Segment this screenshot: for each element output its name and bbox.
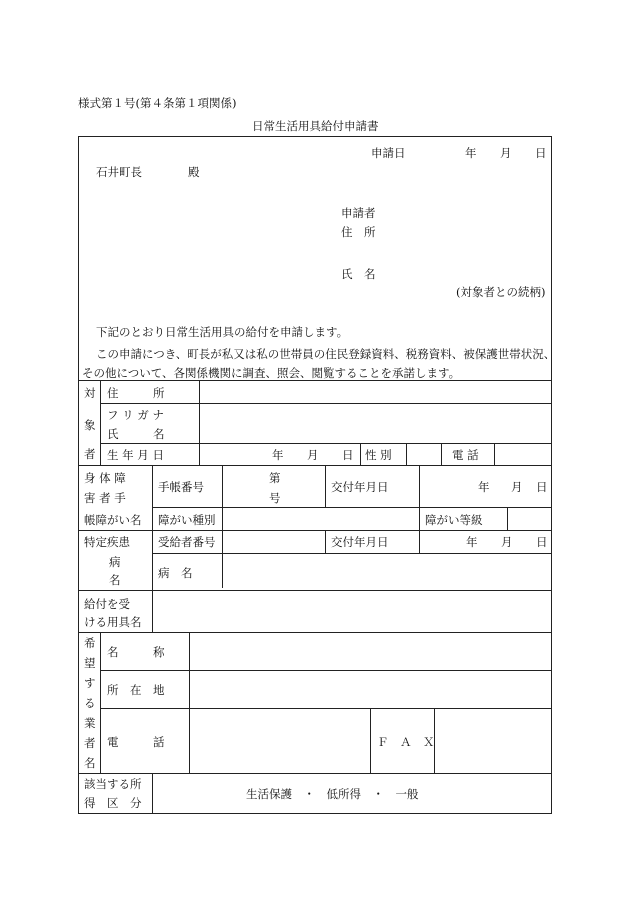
rule-12: [78, 773, 552, 774]
rule-7: [152, 553, 552, 554]
statement-2b: その他について、各関係機関に調査、照会、閲覧することを承諾します。: [82, 366, 461, 380]
subject-birth-label: 生 年 月 日: [107, 448, 164, 462]
col-phone-right: [494, 443, 495, 465]
disability-label-2: 害 者 手: [84, 491, 126, 505]
issue-month-2: 月: [501, 535, 513, 549]
phone-label: 電 話: [452, 448, 479, 462]
col-section-label: [152, 465, 153, 632]
disease-label-3: 名: [109, 573, 121, 587]
rule-11: [100, 708, 552, 709]
rule-2: [100, 403, 552, 404]
statement-2a: この申請につき、町長が私又は私の世帯員の住民登録資料、税務資料、被保護世帯状況、: [96, 347, 556, 361]
vendor-side-4: る: [84, 696, 96, 710]
form-frame: [78, 136, 552, 814]
rule-10: [100, 670, 552, 671]
vendor-side-5: 業: [84, 716, 96, 730]
rule-3: [100, 443, 552, 444]
recipient-number-label: 受給者番号: [158, 535, 216, 549]
income-label-1: 該当する所: [84, 777, 142, 791]
equipment-label-1: 給付を受: [84, 597, 130, 611]
subject-side-1: 対: [84, 386, 96, 400]
disease-label-1: 特定疾患: [84, 535, 130, 549]
date-year: 年: [465, 146, 477, 160]
vendor-phone-label: 電 話: [107, 735, 165, 749]
applicant-address-label: 住 所: [341, 225, 376, 239]
disability-label-3: 帳障がい名: [84, 513, 142, 527]
statement-1: 下記のとおり日常生活用具の給付を申請します。: [96, 325, 349, 339]
vendor-side-1: 希: [84, 636, 96, 650]
col-subject-side: [100, 380, 101, 465]
col-subject-label: [199, 380, 200, 465]
col-issue-left-2: [325, 530, 326, 553]
col-income-label: [152, 773, 153, 814]
issue-day-2: 日: [536, 535, 548, 549]
vendor-name-label: 名 称: [107, 645, 165, 659]
honorific: 殿: [188, 165, 200, 179]
col-inner-label: [222, 465, 223, 588]
disability-label-1: 身 体 障: [84, 471, 126, 485]
col-issue-left-1: [325, 465, 326, 507]
col-sex-right: [406, 443, 407, 465]
date-month: 月: [500, 146, 512, 160]
relation-label: (対象者との続柄): [456, 285, 546, 299]
vendor-side-3: す: [84, 676, 96, 690]
issue-date-label-1: 交付年月日: [331, 480, 389, 494]
rule-5: [152, 507, 552, 508]
birth-day: 日: [342, 448, 354, 462]
applicant-name-label: 氏 名: [341, 267, 376, 281]
rule-1: [78, 380, 552, 381]
form-title: 日常生活用具給付申請書: [252, 119, 379, 133]
col-phone-left: [441, 443, 442, 465]
income-options: 生活保護 ・ 低所得 ・ 一般: [246, 787, 419, 801]
date-label: 申請日: [371, 146, 406, 160]
disability-type-label: 障がい種別: [158, 513, 216, 527]
disease-label-2: 病: [109, 555, 121, 569]
col-vendor-side: [100, 632, 101, 773]
rule-8: [78, 590, 552, 591]
subject-side-2: 象: [84, 418, 96, 432]
rule-4: [78, 465, 552, 466]
vendor-side-7: 名: [84, 756, 96, 770]
col-grade-right: [507, 507, 508, 530]
vendor-location-label: 所 在 地: [107, 683, 165, 697]
issue-year-1: 年: [478, 480, 490, 494]
handbook-dai: 第: [269, 471, 281, 485]
disease-name-label: 病 名: [158, 566, 193, 580]
vendor-fax-label: Ｆ Ａ Ｘ: [377, 735, 435, 749]
col-vendor-label: [189, 632, 190, 773]
sex-label: 性 別: [365, 448, 392, 462]
handbook-go: 号: [269, 491, 281, 505]
col-sex-left: [360, 443, 361, 465]
subject-address-label: 住 所: [107, 386, 165, 400]
issue-date-label-2: 交付年月日: [331, 535, 389, 549]
birth-year: 年: [272, 448, 284, 462]
handbook-number-label: 手帳番号: [158, 480, 204, 494]
form-number: 様式第１号(第４条第１項関係): [78, 96, 237, 110]
col-fax-left: [370, 708, 371, 773]
birth-month: 月: [307, 448, 319, 462]
applicant-label: 申請者: [341, 206, 376, 220]
col-issue-right-2: [419, 530, 420, 553]
income-label-2: 得 区 分: [84, 796, 142, 810]
issue-year-2: 年: [466, 535, 478, 549]
rule-6: [78, 530, 552, 531]
disability-grade-label: 障がい等級: [425, 513, 483, 527]
issue-day-1: 日: [536, 480, 548, 494]
subject-furigana-label: フ リ ガ ナ: [107, 408, 164, 422]
addressee: 石井町長: [96, 165, 142, 179]
date-day: 日: [535, 146, 547, 160]
vendor-side-2: 望: [84, 656, 96, 670]
subject-name-label: 氏 名: [107, 427, 165, 441]
rule-9: [78, 632, 552, 633]
issue-month-1: 月: [511, 480, 523, 494]
col-issue-right-1: [419, 465, 420, 530]
subject-side-3: 者: [84, 447, 96, 461]
equipment-label-2: ける用具名: [84, 615, 142, 629]
vendor-side-6: 者: [84, 736, 96, 750]
